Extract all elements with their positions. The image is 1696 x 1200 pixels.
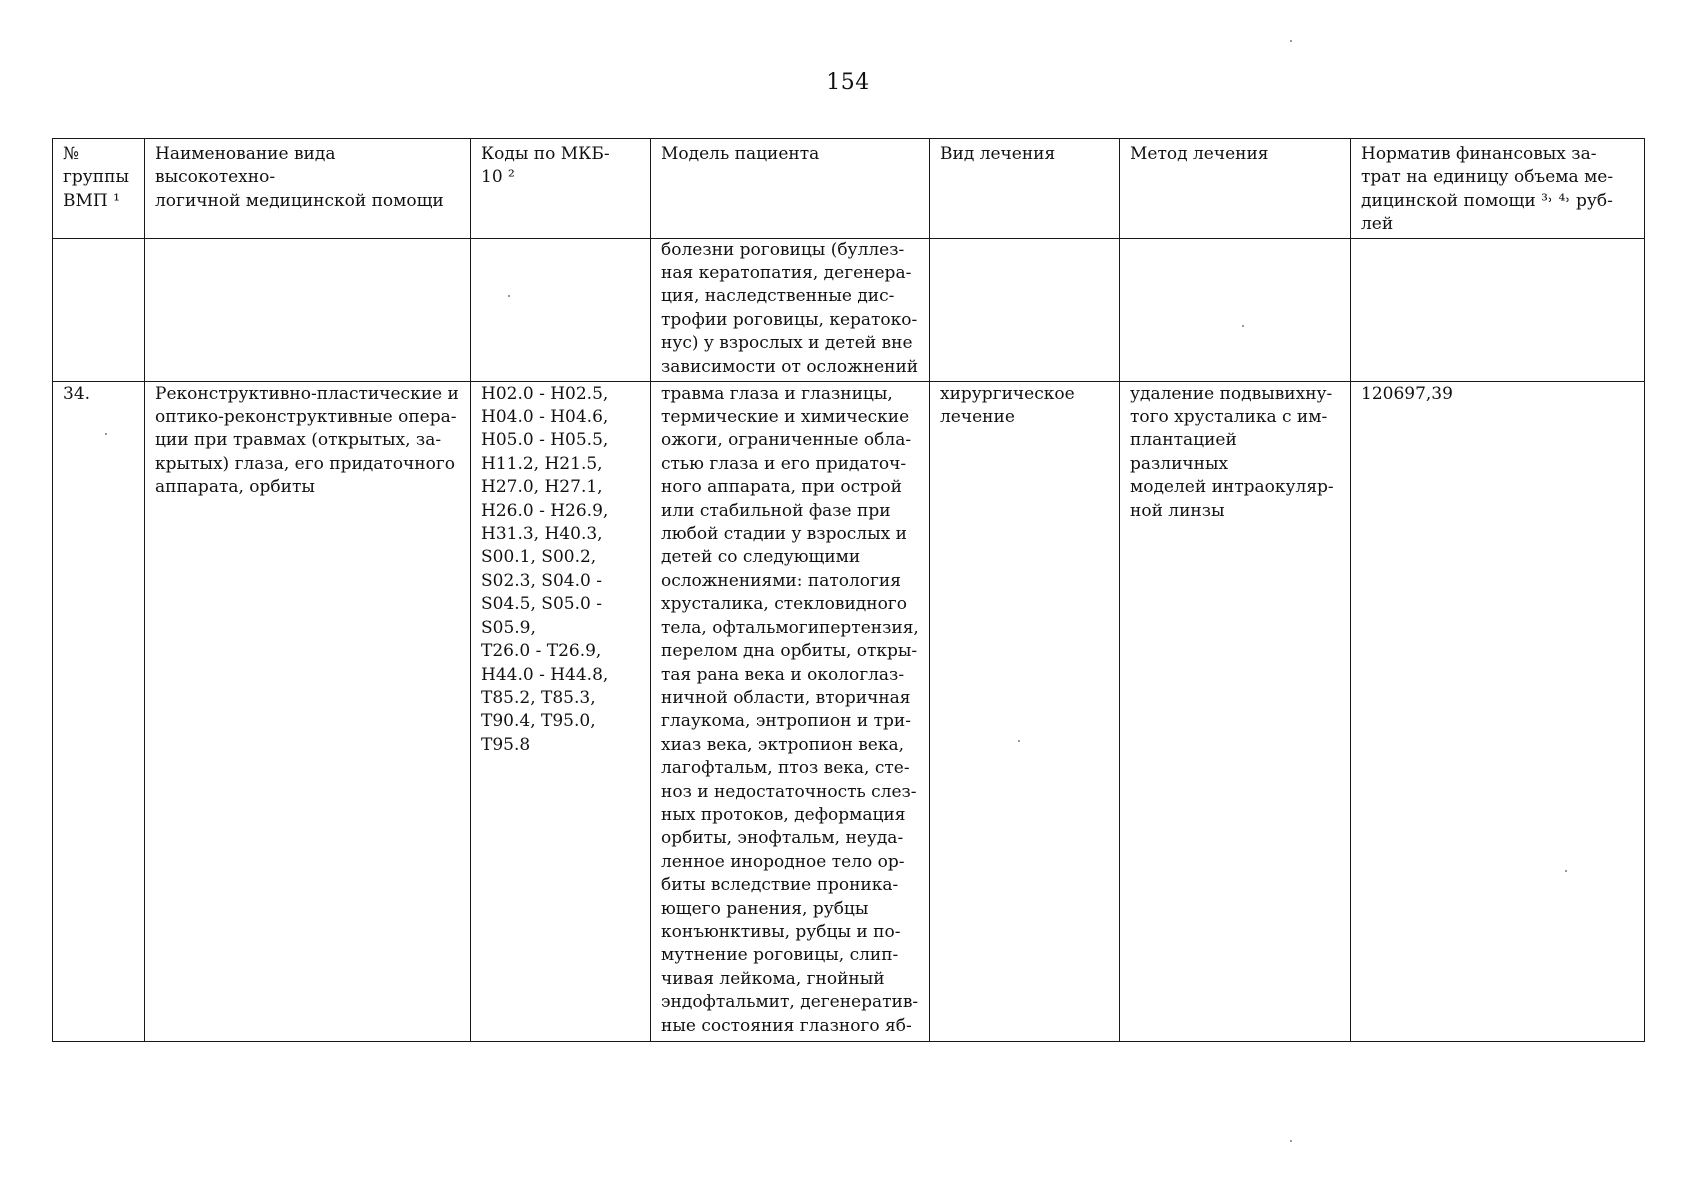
header-care-type: Наименование вида высокотехно- логичной медицинской помощи — [145, 139, 471, 239]
scan-speck — [105, 433, 107, 435]
scan-speck — [1242, 325, 1244, 327]
vmp-table — [52, 138, 1645, 1042]
cell-group-number — [53, 238, 145, 381]
header-treatment-method: Метод лечения — [1120, 139, 1351, 239]
scan-speck — [1018, 740, 1020, 742]
cell-group-number: 34. — [53, 381, 145, 1041]
cell-care-type — [145, 238, 471, 381]
scan-speck — [1290, 1140, 1292, 1142]
table-row-continuation — [53, 238, 1645, 381]
header-cost-norm: Норматив финансовых за- трат на единицу объема ме- дицинской помощи ³˒ ⁴˒ руб- лей — [1351, 139, 1645, 239]
header-icd-codes: Коды по МКБ- 10 ² — [471, 139, 651, 239]
cell-treatment-type — [930, 238, 1120, 381]
cell-patient-model: травма глаза и глазницы, термические и химические ожоги, ограниченные обла- стью глаза и его придаточ- ного аппарата, при острой или стабильной фазе при любой стадии у взрослых и детей со следующими осложнениями: патология хрусталика, стекловидного тела, офтальмогипертензия, перелом дна орбиты, откры- тая рана века и окологлаз- ничной области, вторичная глаукома, энтропион и три- хиаз века, эктропион века, лагофтальм, птоз века, сте- ноз и недостаточность слез- ных протоков, деформация орбиты, энофтальм, неуда- ленное инородное тело ор- биты вследствие проника- ющего ранения, рубцы конъюнктивы, рубцы и по- мутнение роговицы, слип- чивая лейкома, гнойный эндофтальмит, дегенератив- ные состояния глазного яб- — [651, 381, 930, 1041]
cell-cost-norm — [1351, 238, 1645, 381]
table-row-34 — [53, 381, 1645, 1041]
scan-speck — [1290, 40, 1292, 42]
cell-treatment-method: удаление подвывихну- того хрусталика с им- плантацией различных моделей интраокуляр- ной линзы — [1120, 381, 1351, 1041]
header-group-number: № группы ВМП ¹ — [53, 139, 145, 239]
header-patient-model: Модель пациента — [651, 139, 930, 239]
cell-care-type: Реконструктивно-пластические и оптико-реконструктивные опера- ции при травмах (открытых, за- крытых) глаза, его придаточного аппарата, орбиты — [145, 381, 471, 1041]
header-treatment-type: Вид лечения — [930, 139, 1120, 239]
cell-patient-model: болезни роговицы (буллез- ная кератопатия, дегенера- ция, наследственные дис- трофии роговицы, кератоко- нус) у взрослых и детей вне зависимости от осложнений — [651, 238, 930, 381]
page-number: 154 — [826, 70, 870, 95]
cell-treatment-method — [1120, 238, 1351, 381]
table-header-row — [53, 139, 1645, 239]
scan-speck — [1565, 870, 1567, 872]
cell-icd-codes: H02.0 - H02.5, H04.0 - H04.6, H05.0 - H05.5, H11.2, H21.5, H27.0, H27.1, H26.0 - H26.9, H31.3, H40.3, S00.1, S00.2, S02.3, S04.0 - S04.5, S05.0 - S05.9, T26.0 - T26.9, H44.0 - H44.8, T85.2, T85.3, T90.4, T95.0, T95.8 — [471, 381, 651, 1041]
cell-cost-norm: 120697,39 — [1351, 381, 1645, 1041]
cell-icd-codes — [471, 238, 651, 381]
cell-treatment-type: хирургическое лечение — [930, 381, 1120, 1041]
scan-speck — [508, 295, 510, 297]
